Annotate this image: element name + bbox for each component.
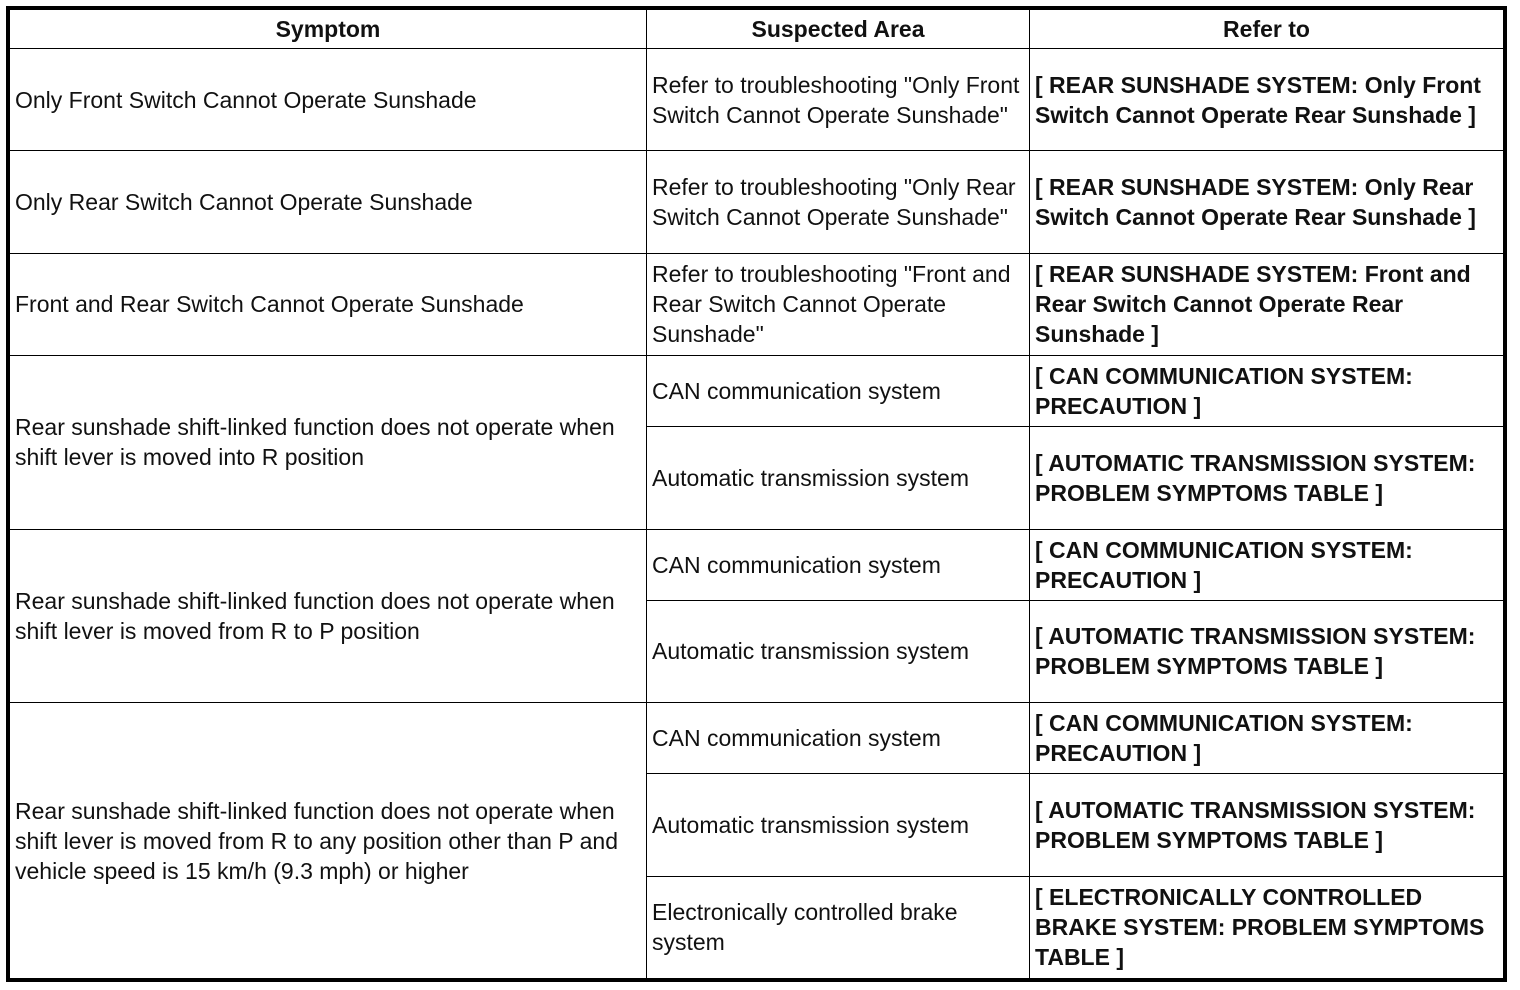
suspected-area-cell: Automatic transmission system [647,774,1030,876]
suspected-area-cell: Automatic transmission system [647,600,1030,702]
suspected-area-cell: Refer to troubleshooting "Only Front Switch Cannot Operate Sunshade" [647,49,1030,151]
suspected-area-cell: Automatic transmission system [647,427,1030,529]
suspected-area-cell: CAN communication system [647,703,1030,774]
header-symptom: Symptom [10,10,647,49]
refer-to-link[interactable]: [ REAR SUNSHADE SYSTEM: Front and Rear Switch Cannot Operate Rear Sunshade ] [1030,253,1504,355]
table-row [10,703,1504,774]
refer-to-link[interactable]: [ AUTOMATIC TRANSMISSION SYSTEM: PROBLEM SYMPTOMS TABLE ] [1030,774,1504,876]
table-row [10,253,1504,355]
symptoms-table [9,9,1504,979]
suspected-area-cell: CAN communication system [647,529,1030,600]
symptom-cell: Front and Rear Switch Cannot Operate Sunshade [10,253,647,355]
suspected-area-cell: Electronically controlled brake system [647,876,1030,978]
suspected-area-cell: Refer to troubleshooting "Only Rear Switch Cannot Operate Sunshade" [647,151,1030,253]
symptom-cell: Rear sunshade shift-linked function does not operate when shift lever is moved from R to P position [10,529,647,703]
refer-to-link[interactable]: [ REAR SUNSHADE SYSTEM: Only Front Switch Cannot Operate Rear Sunshade ] [1030,49,1504,151]
refer-to-link[interactable]: [ AUTOMATIC TRANSMISSION SYSTEM: PROBLEM SYMPTOMS TABLE ] [1030,427,1504,529]
header-refer-to: Refer to [1030,10,1504,49]
table-row [10,529,1504,600]
problem-symptoms-table [6,6,1507,982]
table-header-row [10,10,1504,49]
table-row [10,355,1504,426]
symptom-cell: Rear sunshade shift-linked function does not operate when shift lever is moved from R to any position other than P and vehicle speed is 15 km/h (9.3 mph) or higher [10,703,647,979]
symptom-cell: Only Rear Switch Cannot Operate Sunshade [10,151,647,253]
refer-to-link[interactable]: [ REAR SUNSHADE SYSTEM: Only Rear Switch Cannot Operate Rear Sunshade ] [1030,151,1504,253]
suspected-area-cell: Refer to troubleshooting "Front and Rear Switch Cannot Operate Sunshade" [647,253,1030,355]
symptom-cell: Only Front Switch Cannot Operate Sunshade [10,49,647,151]
symptom-cell: Rear sunshade shift-linked function does not operate when shift lever is moved into R position [10,355,647,529]
refer-to-link[interactable]: [ CAN COMMUNICATION SYSTEM: PRECAUTION ] [1030,703,1504,774]
refer-to-link[interactable]: [ ELECTRONICALLY CONTROLLED BRAKE SYSTEM: PROBLEM SYMPTOMS TABLE ] [1030,876,1504,978]
header-suspected-area: Suspected Area [647,10,1030,49]
refer-to-link[interactable]: [ AUTOMATIC TRANSMISSION SYSTEM: PROBLEM SYMPTOMS TABLE ] [1030,600,1504,702]
table-row [10,49,1504,151]
table-row [10,151,1504,253]
refer-to-link[interactable]: [ CAN COMMUNICATION SYSTEM: PRECAUTION ] [1030,355,1504,426]
suspected-area-cell: CAN communication system [647,355,1030,426]
refer-to-link[interactable]: [ CAN COMMUNICATION SYSTEM: PRECAUTION ] [1030,529,1504,600]
